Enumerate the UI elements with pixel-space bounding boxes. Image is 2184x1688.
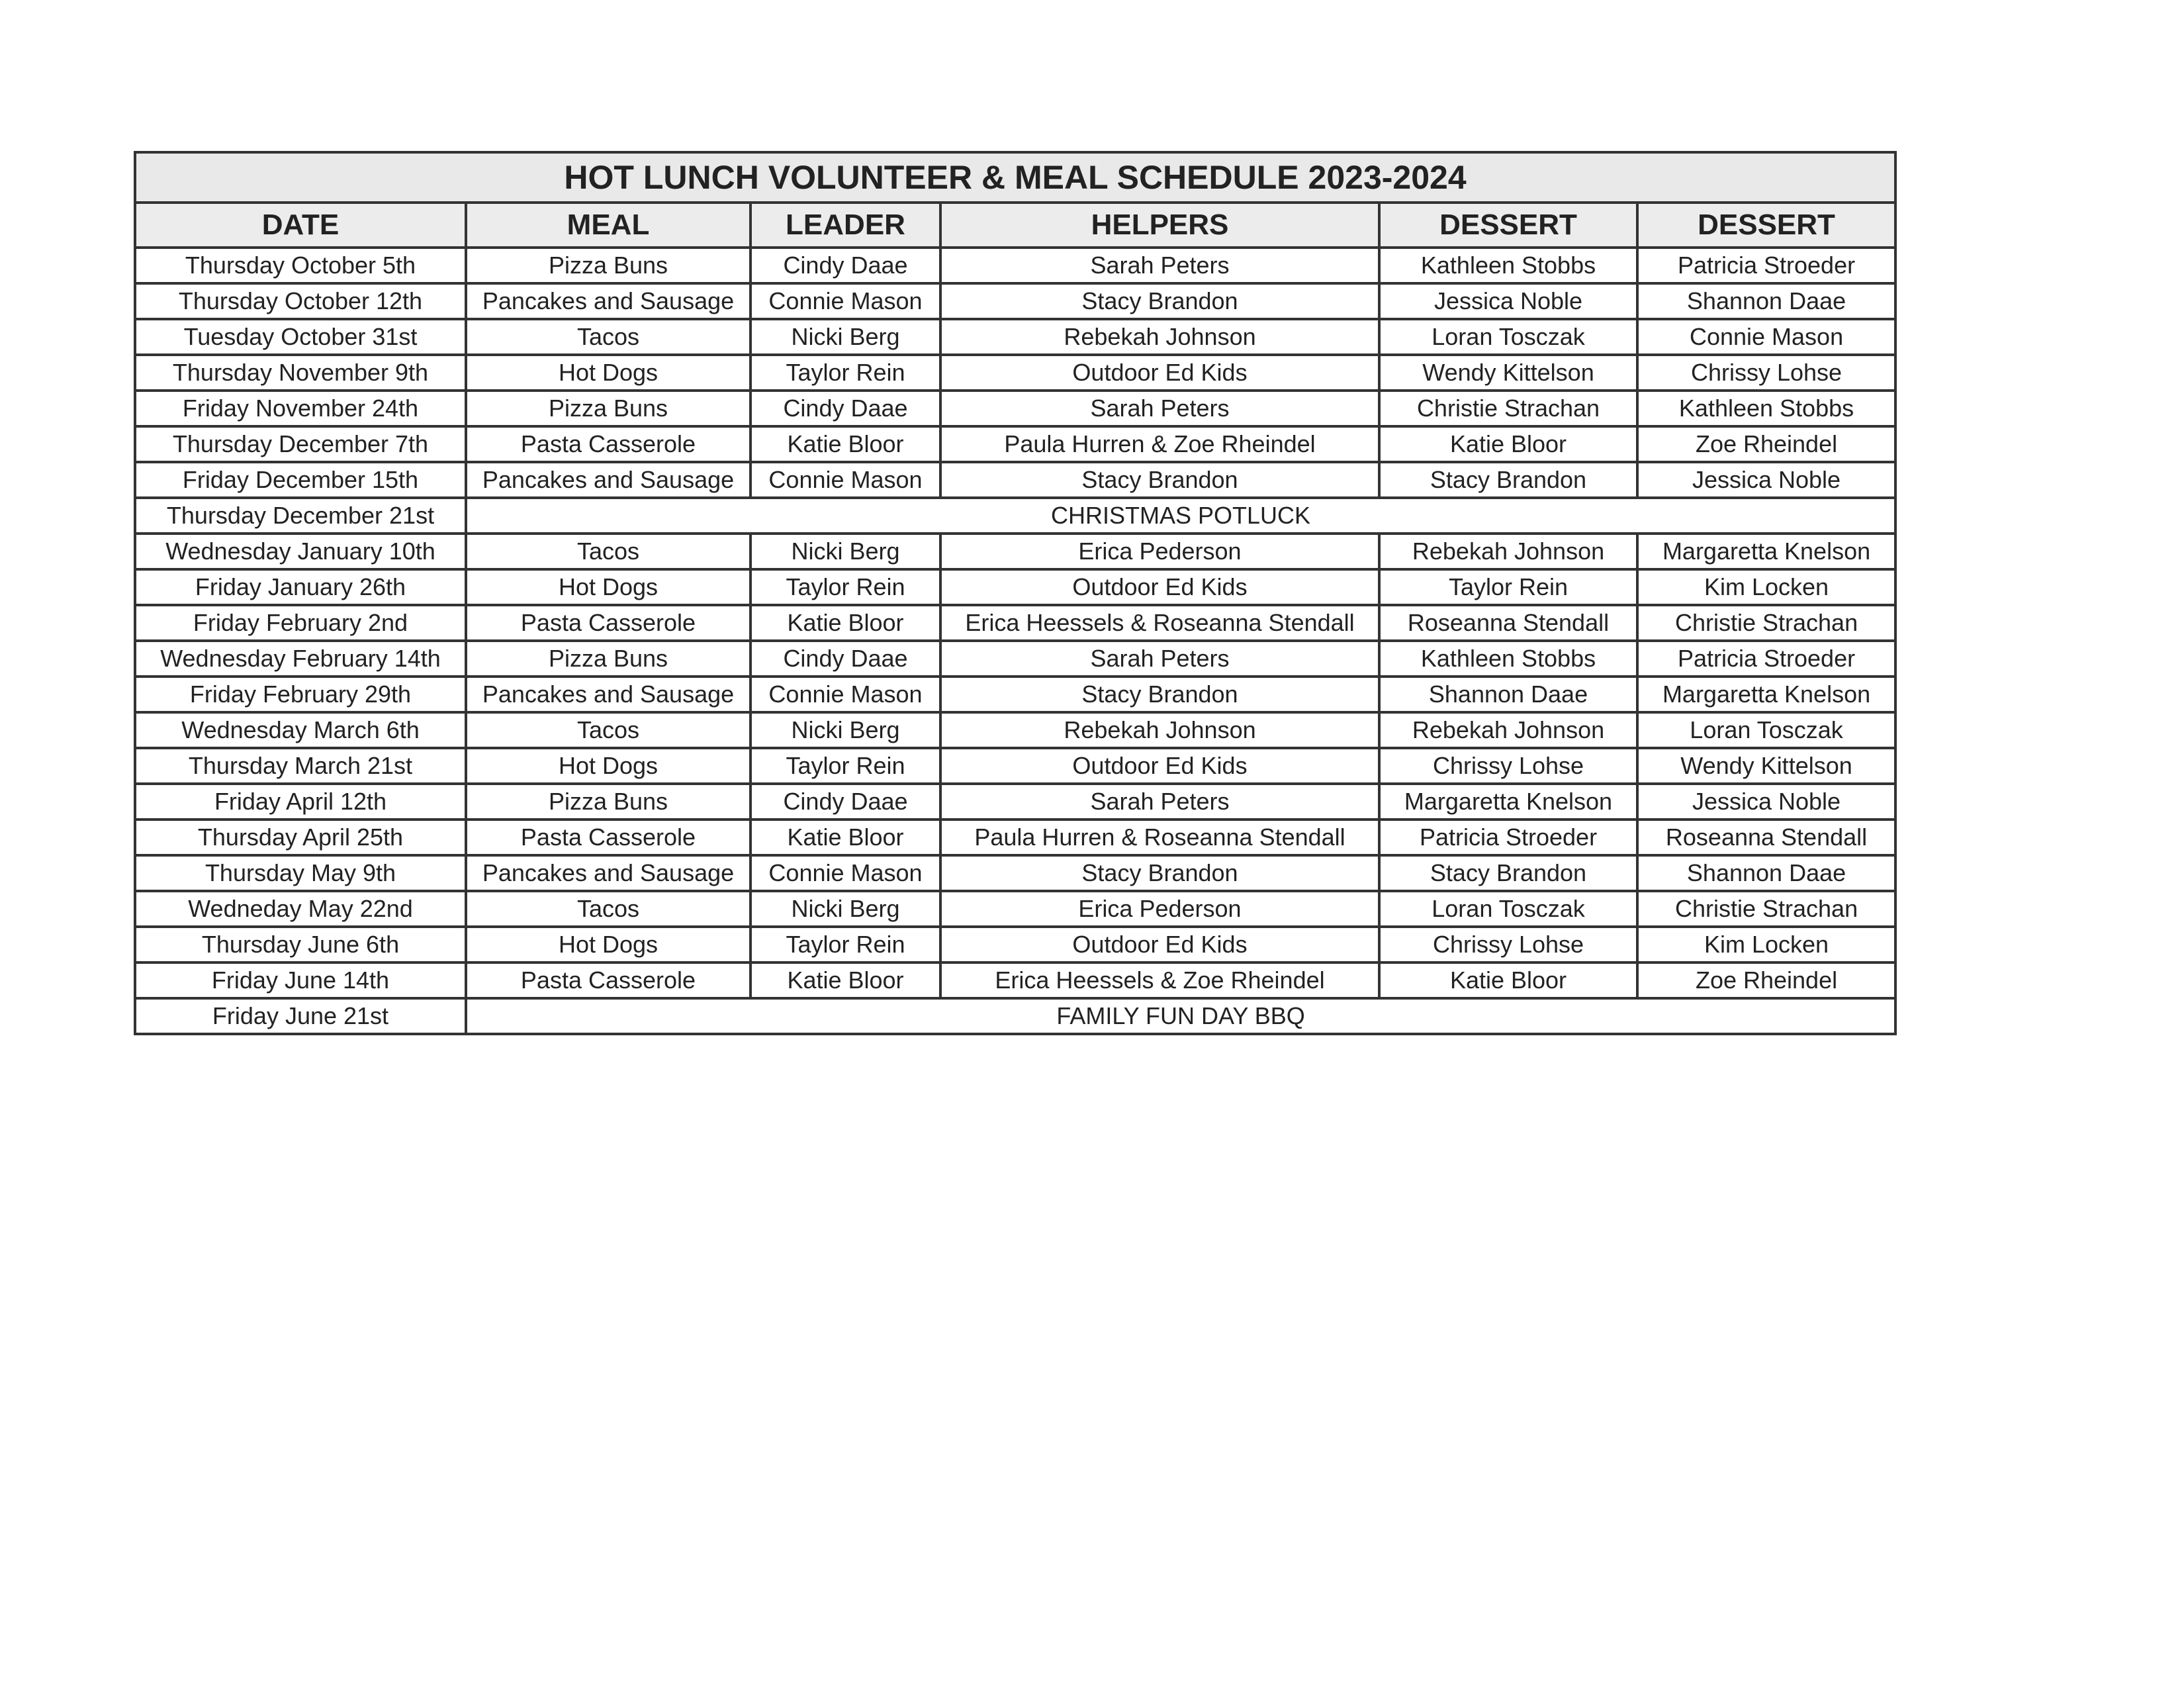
cell-dessert-1: Chrissy Lohse	[1379, 748, 1637, 784]
cell-leader: Katie Bloor	[751, 605, 940, 641]
table-row	[135, 820, 1895, 855]
cell-date: Thursday May 9th	[135, 855, 466, 891]
schedule-sheet	[134, 151, 1894, 1035]
table-row	[135, 605, 1895, 641]
cell-leader: Katie Bloor	[751, 426, 940, 462]
cell-dessert-1: Loran Tosczak	[1379, 319, 1637, 355]
cell-leader: Taylor Rein	[751, 355, 940, 391]
cell-date: Friday June 21st	[135, 998, 466, 1034]
header-leader: LEADER	[751, 203, 940, 248]
cell-date: Thursday June 6th	[135, 927, 466, 962]
cell-leader: Cindy Daae	[751, 641, 940, 677]
cell-date: Wednesday January 10th	[135, 534, 466, 569]
table-row	[135, 391, 1895, 426]
table-row	[135, 641, 1895, 677]
table-row	[135, 283, 1895, 319]
cell-helpers: Stacy Brandon	[940, 855, 1379, 891]
table-row	[135, 498, 1895, 534]
cell-leader: Katie Bloor	[751, 820, 940, 855]
cell-dessert-2: Kim Locken	[1637, 569, 1895, 605]
cell-helpers: Sarah Peters	[940, 248, 1379, 283]
cell-date: Friday December 15th	[135, 462, 466, 498]
cell-dessert-1: Patricia Stroeder	[1379, 820, 1637, 855]
cell-date: Thursday November 9th	[135, 355, 466, 391]
cell-leader: Nicki Berg	[751, 534, 940, 569]
cell-helpers: Outdoor Ed Kids	[940, 748, 1379, 784]
cell-leader: Connie Mason	[751, 283, 940, 319]
cell-leader: Connie Mason	[751, 677, 940, 712]
cell-helpers: Erica Heessels & Zoe Rheindel	[940, 962, 1379, 998]
cell-date: Wednesday March 6th	[135, 712, 466, 748]
cell-dessert-1: Wendy Kittelson	[1379, 355, 1637, 391]
cell-dessert-2: Zoe Rheindel	[1637, 426, 1895, 462]
cell-leader: Cindy Daae	[751, 391, 940, 426]
cell-dessert-1: Shannon Daae	[1379, 677, 1637, 712]
cell-helpers: Sarah Peters	[940, 391, 1379, 426]
table-row	[135, 426, 1895, 462]
cell-helpers: Rebekah Johnson	[940, 319, 1379, 355]
cell-date: Friday June 14th	[135, 962, 466, 998]
cell-meal: Tacos	[466, 534, 751, 569]
cell-helpers: Outdoor Ed Kids	[940, 355, 1379, 391]
cell-dessert-1: Katie Bloor	[1379, 426, 1637, 462]
cell-meal: Pancakes and Sausage	[466, 855, 751, 891]
cell-helpers: Paula Hurren & Roseanna Stendall	[940, 820, 1379, 855]
cell-date: Friday February 2nd	[135, 605, 466, 641]
cell-helpers: Stacy Brandon	[940, 462, 1379, 498]
cell-dessert-2: Christie Strachan	[1637, 605, 1895, 641]
cell-meal: Hot Dogs	[466, 355, 751, 391]
table-row	[135, 784, 1895, 820]
table-body	[135, 248, 1895, 1034]
cell-helpers: Erica Pederson	[940, 534, 1379, 569]
cell-leader: Taylor Rein	[751, 569, 940, 605]
cell-dessert-2: Patricia Stroeder	[1637, 248, 1895, 283]
cell-event: CHRISTMAS POTLUCK	[466, 498, 1895, 534]
cell-date: Friday February 29th	[135, 677, 466, 712]
cell-leader: Nicki Berg	[751, 712, 940, 748]
cell-dessert-2: Patricia Stroeder	[1637, 641, 1895, 677]
table-row	[135, 927, 1895, 962]
cell-date: Thursday October 12th	[135, 283, 466, 319]
table-row	[135, 677, 1895, 712]
cell-dessert-1: Taylor Rein	[1379, 569, 1637, 605]
cell-dessert-2: Christie Strachan	[1637, 891, 1895, 927]
cell-dessert-2: Kathleen Stobbs	[1637, 391, 1895, 426]
table-row	[135, 998, 1895, 1034]
schedule-title: HOT LUNCH VOLUNTEER & MEAL SCHEDULE 2023-2024	[135, 152, 1895, 203]
cell-meal: Hot Dogs	[466, 748, 751, 784]
table-row	[135, 319, 1895, 355]
cell-date: Wedneday May 22nd	[135, 891, 466, 927]
cell-dessert-2: Shannon Daae	[1637, 855, 1895, 891]
cell-helpers: Erica Heessels & Roseanna Stendall	[940, 605, 1379, 641]
cell-helpers: Rebekah Johnson	[940, 712, 1379, 748]
cell-date: Thursday December 21st	[135, 498, 466, 534]
cell-meal: Pizza Buns	[466, 391, 751, 426]
cell-dessert-2: Jessica Noble	[1637, 462, 1895, 498]
cell-dessert-1: Rebekah Johnson	[1379, 534, 1637, 569]
cell-meal: Pasta Casserole	[466, 820, 751, 855]
cell-meal: Tacos	[466, 319, 751, 355]
cell-dessert-2: Margaretta Knelson	[1637, 677, 1895, 712]
cell-leader: Connie Mason	[751, 462, 940, 498]
cell-meal: Pancakes and Sausage	[466, 283, 751, 319]
table-row	[135, 248, 1895, 283]
cell-meal: Tacos	[466, 891, 751, 927]
cell-leader: Nicki Berg	[751, 319, 940, 355]
cell-dessert-1: Christie Strachan	[1379, 391, 1637, 426]
cell-leader: Taylor Rein	[751, 927, 940, 962]
table-row	[135, 748, 1895, 784]
cell-dessert-1: Margaretta Knelson	[1379, 784, 1637, 820]
cell-date: Thursday March 21st	[135, 748, 466, 784]
cell-dessert-1: Jessica Noble	[1379, 283, 1637, 319]
cell-leader: Katie Bloor	[751, 962, 940, 998]
cell-dessert-2: Kim Locken	[1637, 927, 1895, 962]
table-row	[135, 534, 1895, 569]
cell-meal: Pasta Casserole	[466, 426, 751, 462]
cell-helpers: Sarah Peters	[940, 641, 1379, 677]
cell-meal: Tacos	[466, 712, 751, 748]
table-row	[135, 569, 1895, 605]
cell-dessert-2: Jessica Noble	[1637, 784, 1895, 820]
cell-leader: Cindy Daae	[751, 248, 940, 283]
cell-helpers: Outdoor Ed Kids	[940, 569, 1379, 605]
cell-date: Friday November 24th	[135, 391, 466, 426]
schedule-table	[134, 151, 1897, 1035]
cell-date: Thursday April 25th	[135, 820, 466, 855]
cell-dessert-1: Kathleen Stobbs	[1379, 248, 1637, 283]
cell-helpers: Paula Hurren & Zoe Rheindel	[940, 426, 1379, 462]
table-row	[135, 462, 1895, 498]
title-row	[135, 152, 1895, 203]
cell-helpers: Erica Pederson	[940, 891, 1379, 927]
table-row	[135, 962, 1895, 998]
cell-dessert-1: Loran Tosczak	[1379, 891, 1637, 927]
cell-leader: Connie Mason	[751, 855, 940, 891]
cell-meal: Pasta Casserole	[466, 962, 751, 998]
header-date: DATE	[135, 203, 466, 248]
cell-meal: Hot Dogs	[466, 569, 751, 605]
cell-event: FAMILY FUN DAY BBQ	[466, 998, 1895, 1034]
cell-dessert-2: Margaretta Knelson	[1637, 534, 1895, 569]
cell-helpers: Stacy Brandon	[940, 677, 1379, 712]
cell-meal: Pasta Casserole	[466, 605, 751, 641]
cell-dessert-1: Chrissy Lohse	[1379, 927, 1637, 962]
table-head	[135, 152, 1895, 248]
cell-dessert-1: Katie Bloor	[1379, 962, 1637, 998]
cell-date: Friday April 12th	[135, 784, 466, 820]
cell-dessert-1: Stacy Brandon	[1379, 462, 1637, 498]
cell-dessert-1: Kathleen Stobbs	[1379, 641, 1637, 677]
cell-date: Thursday October 5th	[135, 248, 466, 283]
cell-dessert-1: Roseanna Stendall	[1379, 605, 1637, 641]
table-row	[135, 712, 1895, 748]
cell-dessert-2: Connie Mason	[1637, 319, 1895, 355]
cell-meal: Pancakes and Sausage	[466, 677, 751, 712]
cell-dessert-2: Loran Tosczak	[1637, 712, 1895, 748]
cell-meal: Hot Dogs	[466, 927, 751, 962]
header-meal: MEAL	[466, 203, 751, 248]
cell-meal: Pizza Buns	[466, 248, 751, 283]
cell-date: Wednesday February 14th	[135, 641, 466, 677]
cell-date: Thursday December 7th	[135, 426, 466, 462]
cell-meal: Pancakes and Sausage	[466, 462, 751, 498]
table-row	[135, 855, 1895, 891]
header-row	[135, 203, 1895, 248]
cell-helpers: Stacy Brandon	[940, 283, 1379, 319]
cell-dessert-2: Shannon Daae	[1637, 283, 1895, 319]
cell-dessert-1: Rebekah Johnson	[1379, 712, 1637, 748]
cell-meal: Pizza Buns	[466, 784, 751, 820]
cell-leader: Taylor Rein	[751, 748, 940, 784]
cell-dessert-2: Roseanna Stendall	[1637, 820, 1895, 855]
cell-dessert-2: Wendy Kittelson	[1637, 748, 1895, 784]
header-helpers: HELPERS	[940, 203, 1379, 248]
header-dessert-1: DESSERT	[1379, 203, 1637, 248]
table-row	[135, 355, 1895, 391]
cell-date: Tuesday October 31st	[135, 319, 466, 355]
cell-meal: Pizza Buns	[466, 641, 751, 677]
cell-leader: Cindy Daae	[751, 784, 940, 820]
cell-dessert-2: Zoe Rheindel	[1637, 962, 1895, 998]
table-row	[135, 891, 1895, 927]
cell-dessert-2: Chrissy Lohse	[1637, 355, 1895, 391]
cell-helpers: Outdoor Ed Kids	[940, 927, 1379, 962]
header-dessert-2: DESSERT	[1637, 203, 1895, 248]
cell-helpers: Sarah Peters	[940, 784, 1379, 820]
cell-date: Friday January 26th	[135, 569, 466, 605]
cell-dessert-1: Stacy Brandon	[1379, 855, 1637, 891]
cell-leader: Nicki Berg	[751, 891, 940, 927]
